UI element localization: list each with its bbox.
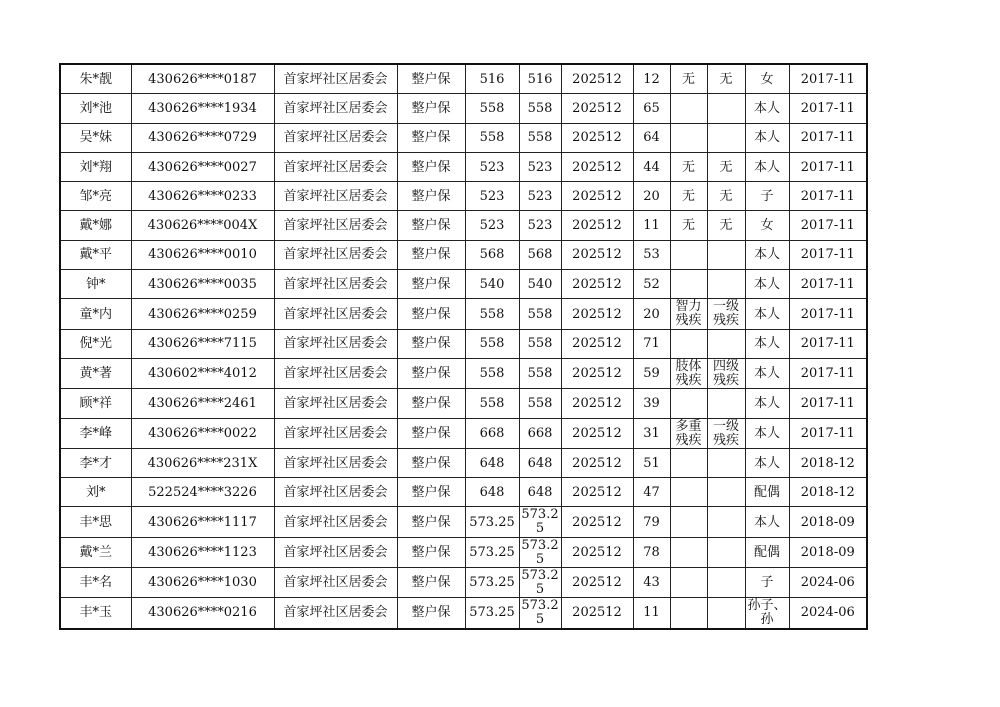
disability-level-cell: 四级残疾 xyxy=(707,358,745,388)
relation-cell: 本人 xyxy=(745,418,789,448)
table-row xyxy=(60,299,867,329)
disability-type-cell xyxy=(670,507,707,537)
period-cell: 202512 xyxy=(561,211,633,240)
relation-cell: 女 xyxy=(745,64,789,94)
id-number-cell: 430626****0216 xyxy=(131,598,274,629)
amount-cell: 523 xyxy=(465,182,519,211)
table-row xyxy=(60,537,867,567)
amount-paid-cell: 573.25 xyxy=(519,598,561,629)
name-cell: 李*才 xyxy=(60,448,131,477)
amount-paid-cell: 558 xyxy=(519,94,561,123)
organization-cell: 首家坪社区居委会 xyxy=(274,478,397,507)
period-cell: 202512 xyxy=(561,389,633,418)
assistance-type-cell: 整户保 xyxy=(397,389,465,418)
start-date-cell: 2018-09 xyxy=(789,537,867,567)
assistance-type-cell: 整户保 xyxy=(397,507,465,537)
disability-type-cell xyxy=(670,568,707,598)
disability-type-cell xyxy=(670,537,707,567)
id-number-cell: 430626****231X xyxy=(131,448,274,477)
table-row xyxy=(60,389,867,418)
organization-cell: 首家坪社区居委会 xyxy=(274,270,397,299)
start-date-cell: 2018-12 xyxy=(789,448,867,477)
assistance-type-cell: 整户保 xyxy=(397,152,465,181)
period-cell: 202512 xyxy=(561,358,633,388)
age-cell: 12 xyxy=(633,64,670,94)
disability-type-cell xyxy=(670,389,707,418)
disability-type-cell: 智力残疾 xyxy=(670,299,707,329)
disability-level-cell xyxy=(707,478,745,507)
age-cell: 59 xyxy=(633,358,670,388)
amount-cell: 648 xyxy=(465,478,519,507)
id-number-cell: 430626****1117 xyxy=(131,507,274,537)
amount-cell: 558 xyxy=(465,389,519,418)
disability-type-cell xyxy=(670,598,707,629)
table-row xyxy=(60,152,867,181)
disability-level-cell xyxy=(707,329,745,358)
age-cell: 47 xyxy=(633,478,670,507)
roster-table xyxy=(59,63,868,630)
age-cell: 51 xyxy=(633,448,670,477)
name-cell: 丰*名 xyxy=(60,568,131,598)
period-cell: 202512 xyxy=(561,240,633,269)
period-cell: 202512 xyxy=(561,64,633,94)
amount-paid-cell: 516 xyxy=(519,64,561,94)
table-row xyxy=(60,358,867,388)
id-number-cell: 430626****0022 xyxy=(131,418,274,448)
organization-cell: 首家坪社区居委会 xyxy=(274,64,397,94)
period-cell: 202512 xyxy=(561,418,633,448)
disability-level-cell xyxy=(707,448,745,477)
organization-cell: 首家坪社区居委会 xyxy=(274,358,397,388)
amount-paid-cell: 568 xyxy=(519,240,561,269)
table-row xyxy=(60,64,867,94)
assistance-type-cell: 整户保 xyxy=(397,182,465,211)
organization-cell: 首家坪社区居委会 xyxy=(274,94,397,123)
amount-paid-cell: 558 xyxy=(519,329,561,358)
amount-paid-cell: 648 xyxy=(519,478,561,507)
amount-paid-cell: 558 xyxy=(519,123,561,152)
amount-cell: 523 xyxy=(465,152,519,181)
disability-level-cell xyxy=(707,598,745,629)
id-number-cell: 430626****1030 xyxy=(131,568,274,598)
disability-level-cell: 一级残疾 xyxy=(707,418,745,448)
disability-type-cell xyxy=(670,270,707,299)
disability-level-cell: 一级残疾 xyxy=(707,299,745,329)
age-cell: 44 xyxy=(633,152,670,181)
id-number-cell: 430626****0027 xyxy=(131,152,274,181)
age-cell: 71 xyxy=(633,329,670,358)
organization-cell: 首家坪社区居委会 xyxy=(274,299,397,329)
relation-cell: 本人 xyxy=(745,152,789,181)
relation-cell: 本人 xyxy=(745,240,789,269)
organization-cell: 首家坪社区居委会 xyxy=(274,448,397,477)
start-date-cell: 2024-06 xyxy=(789,598,867,629)
table-row xyxy=(60,94,867,123)
assistance-type-cell: 整户保 xyxy=(397,270,465,299)
period-cell: 202512 xyxy=(561,299,633,329)
table-row xyxy=(60,448,867,477)
assistance-type-cell: 整户保 xyxy=(397,358,465,388)
name-cell: 刘*池 xyxy=(60,94,131,123)
disability-type-cell xyxy=(670,240,707,269)
start-date-cell: 2017-11 xyxy=(789,329,867,358)
disability-type-cell xyxy=(670,478,707,507)
table-row xyxy=(60,211,867,240)
amount-cell: 668 xyxy=(465,418,519,448)
disability-level-cell xyxy=(707,240,745,269)
name-cell: 童*内 xyxy=(60,299,131,329)
name-cell: 朱*靓 xyxy=(60,64,131,94)
relation-cell: 本人 xyxy=(745,299,789,329)
age-cell: 20 xyxy=(633,299,670,329)
relation-cell: 本人 xyxy=(745,389,789,418)
amount-paid-cell: 523 xyxy=(519,152,561,181)
assistance-type-cell: 整户保 xyxy=(397,448,465,477)
table-row xyxy=(60,598,867,629)
relation-cell: 本人 xyxy=(745,507,789,537)
disability-type-cell xyxy=(670,123,707,152)
id-number-cell: 522524****3226 xyxy=(131,478,274,507)
start-date-cell: 2017-11 xyxy=(789,123,867,152)
amount-cell: 573.25 xyxy=(465,568,519,598)
id-number-cell: 430626****2461 xyxy=(131,389,274,418)
organization-cell: 首家坪社区居委会 xyxy=(274,537,397,567)
name-cell: 李*峰 xyxy=(60,418,131,448)
relation-cell: 本人 xyxy=(745,94,789,123)
period-cell: 202512 xyxy=(561,270,633,299)
disability-type-cell xyxy=(670,329,707,358)
amount-cell: 573.25 xyxy=(465,507,519,537)
disability-level-cell xyxy=(707,537,745,567)
table-row xyxy=(60,123,867,152)
age-cell: 64 xyxy=(633,123,670,152)
amount-cell: 558 xyxy=(465,358,519,388)
name-cell: 丰*思 xyxy=(60,507,131,537)
id-number-cell: 430626****7115 xyxy=(131,329,274,358)
amount-paid-cell: 558 xyxy=(519,358,561,388)
assistance-type-cell: 整户保 xyxy=(397,123,465,152)
period-cell: 202512 xyxy=(561,123,633,152)
relation-cell: 女 xyxy=(745,211,789,240)
assistance-type-cell: 整户保 xyxy=(397,418,465,448)
assistance-type-cell: 整户保 xyxy=(397,568,465,598)
disability-type-cell: 无 xyxy=(670,182,707,211)
start-date-cell: 2017-11 xyxy=(789,211,867,240)
period-cell: 202512 xyxy=(561,507,633,537)
age-cell: 11 xyxy=(633,211,670,240)
amount-paid-cell: 558 xyxy=(519,389,561,418)
assistance-type-cell: 整户保 xyxy=(397,478,465,507)
organization-cell: 首家坪社区居委会 xyxy=(274,418,397,448)
id-number-cell: 430626****0259 xyxy=(131,299,274,329)
period-cell: 202512 xyxy=(561,94,633,123)
amount-cell: 523 xyxy=(465,211,519,240)
table-row xyxy=(60,270,867,299)
organization-cell: 首家坪社区居委会 xyxy=(274,568,397,598)
id-number-cell: 430626****0035 xyxy=(131,270,274,299)
organization-cell: 首家坪社区居委会 xyxy=(274,123,397,152)
name-cell: 戴*平 xyxy=(60,240,131,269)
start-date-cell: 2017-11 xyxy=(789,240,867,269)
table-row xyxy=(60,240,867,269)
amount-cell: 516 xyxy=(465,64,519,94)
name-cell: 钟* xyxy=(60,270,131,299)
disability-level-cell: 无 xyxy=(707,152,745,181)
amount-cell: 648 xyxy=(465,448,519,477)
age-cell: 79 xyxy=(633,507,670,537)
disability-type-cell: 肢体残疾 xyxy=(670,358,707,388)
period-cell: 202512 xyxy=(561,598,633,629)
disability-level-cell xyxy=(707,507,745,537)
disability-level-cell: 无 xyxy=(707,182,745,211)
period-cell: 202512 xyxy=(561,329,633,358)
amount-paid-cell: 540 xyxy=(519,270,561,299)
assistance-type-cell: 整户保 xyxy=(397,329,465,358)
organization-cell: 首家坪社区居委会 xyxy=(274,389,397,418)
age-cell: 65 xyxy=(633,94,670,123)
table-row xyxy=(60,507,867,537)
assistance-type-cell: 整户保 xyxy=(397,64,465,94)
name-cell: 邹*亮 xyxy=(60,182,131,211)
amount-paid-cell: 523 xyxy=(519,211,561,240)
assistance-type-cell: 整户保 xyxy=(397,240,465,269)
period-cell: 202512 xyxy=(561,537,633,567)
organization-cell: 首家坪社区居委会 xyxy=(274,329,397,358)
start-date-cell: 2017-11 xyxy=(789,182,867,211)
name-cell: 倪*光 xyxy=(60,329,131,358)
organization-cell: 首家坪社区居委会 xyxy=(274,152,397,181)
relation-cell: 本人 xyxy=(745,123,789,152)
table-row xyxy=(60,418,867,448)
id-number-cell: 430626****1934 xyxy=(131,94,274,123)
relation-cell: 本人 xyxy=(745,448,789,477)
amount-paid-cell: 523 xyxy=(519,182,561,211)
assistance-type-cell: 整户保 xyxy=(397,94,465,123)
start-date-cell: 2024-06 xyxy=(789,568,867,598)
age-cell: 78 xyxy=(633,537,670,567)
amount-cell: 558 xyxy=(465,329,519,358)
table-row xyxy=(60,568,867,598)
start-date-cell: 2017-11 xyxy=(789,358,867,388)
assistance-type-cell: 整户保 xyxy=(397,537,465,567)
period-cell: 202512 xyxy=(561,182,633,211)
id-number-cell: 430626****004X xyxy=(131,211,274,240)
organization-cell: 首家坪社区居委会 xyxy=(274,240,397,269)
organization-cell: 首家坪社区居委会 xyxy=(274,507,397,537)
organization-cell: 首家坪社区居委会 xyxy=(274,598,397,629)
relation-cell: 配偶 xyxy=(745,537,789,567)
id-number-cell: 430602****4012 xyxy=(131,358,274,388)
amount-paid-cell: 573.25 xyxy=(519,537,561,567)
assistance-type-cell: 整户保 xyxy=(397,299,465,329)
start-date-cell: 2018-12 xyxy=(789,478,867,507)
amount-paid-cell: 573.25 xyxy=(519,507,561,537)
relation-cell: 本人 xyxy=(745,358,789,388)
amount-cell: 573.25 xyxy=(465,598,519,629)
disability-level-cell xyxy=(707,568,745,598)
disability-type-cell xyxy=(670,448,707,477)
disability-type-cell: 无 xyxy=(670,152,707,181)
name-cell: 顾*祥 xyxy=(60,389,131,418)
amount-cell: 558 xyxy=(465,94,519,123)
id-number-cell: 430626****0729 xyxy=(131,123,274,152)
age-cell: 52 xyxy=(633,270,670,299)
table-body xyxy=(60,64,867,629)
age-cell: 53 xyxy=(633,240,670,269)
disability-type-cell: 无 xyxy=(670,211,707,240)
start-date-cell: 2017-11 xyxy=(789,270,867,299)
disability-level-cell: 无 xyxy=(707,211,745,240)
table-row xyxy=(60,478,867,507)
start-date-cell: 2017-11 xyxy=(789,389,867,418)
table-row xyxy=(60,182,867,211)
amount-cell: 540 xyxy=(465,270,519,299)
disability-level-cell xyxy=(707,270,745,299)
name-cell: 黄*著 xyxy=(60,358,131,388)
period-cell: 202512 xyxy=(561,568,633,598)
start-date-cell: 2017-11 xyxy=(789,418,867,448)
disability-level-cell xyxy=(707,123,745,152)
disability-level-cell xyxy=(707,94,745,123)
age-cell: 39 xyxy=(633,389,670,418)
amount-cell: 558 xyxy=(465,123,519,152)
relation-cell: 配偶 xyxy=(745,478,789,507)
relation-cell: 本人 xyxy=(745,329,789,358)
name-cell: 丰*玉 xyxy=(60,598,131,629)
name-cell: 刘*翔 xyxy=(60,152,131,181)
assistance-type-cell: 整户保 xyxy=(397,211,465,240)
name-cell: 戴*娜 xyxy=(60,211,131,240)
name-cell: 戴*兰 xyxy=(60,537,131,567)
age-cell: 20 xyxy=(633,182,670,211)
age-cell: 11 xyxy=(633,598,670,629)
relation-cell: 孙子、孙 xyxy=(745,598,789,629)
disability-level-cell xyxy=(707,389,745,418)
amount-paid-cell: 558 xyxy=(519,299,561,329)
start-date-cell: 2017-11 xyxy=(789,299,867,329)
amount-cell: 573.25 xyxy=(465,537,519,567)
id-number-cell: 430626****0233 xyxy=(131,182,274,211)
disability-level-cell: 无 xyxy=(707,64,745,94)
period-cell: 202512 xyxy=(561,478,633,507)
table-row xyxy=(60,329,867,358)
period-cell: 202512 xyxy=(561,152,633,181)
start-date-cell: 2017-11 xyxy=(789,94,867,123)
amount-paid-cell: 648 xyxy=(519,448,561,477)
amount-paid-cell: 668 xyxy=(519,418,561,448)
disability-type-cell xyxy=(670,94,707,123)
id-number-cell: 430626****0010 xyxy=(131,240,274,269)
organization-cell: 首家坪社区居委会 xyxy=(274,211,397,240)
assistance-type-cell: 整户保 xyxy=(397,598,465,629)
id-number-cell: 430626****1123 xyxy=(131,537,274,567)
amount-paid-cell: 573.25 xyxy=(519,568,561,598)
amount-cell: 558 xyxy=(465,299,519,329)
disability-type-cell: 多重残疾 xyxy=(670,418,707,448)
start-date-cell: 2018-09 xyxy=(789,507,867,537)
age-cell: 31 xyxy=(633,418,670,448)
relation-cell: 子 xyxy=(745,568,789,598)
relation-cell: 本人 xyxy=(745,270,789,299)
name-cell: 刘* xyxy=(60,478,131,507)
period-cell: 202512 xyxy=(561,448,633,477)
relation-cell: 子 xyxy=(745,182,789,211)
id-number-cell: 430626****0187 xyxy=(131,64,274,94)
disability-type-cell: 无 xyxy=(670,64,707,94)
start-date-cell: 2017-11 xyxy=(789,64,867,94)
start-date-cell: 2017-11 xyxy=(789,152,867,181)
organization-cell: 首家坪社区居委会 xyxy=(274,182,397,211)
name-cell: 吴*妹 xyxy=(60,123,131,152)
age-cell: 43 xyxy=(633,568,670,598)
amount-cell: 568 xyxy=(465,240,519,269)
